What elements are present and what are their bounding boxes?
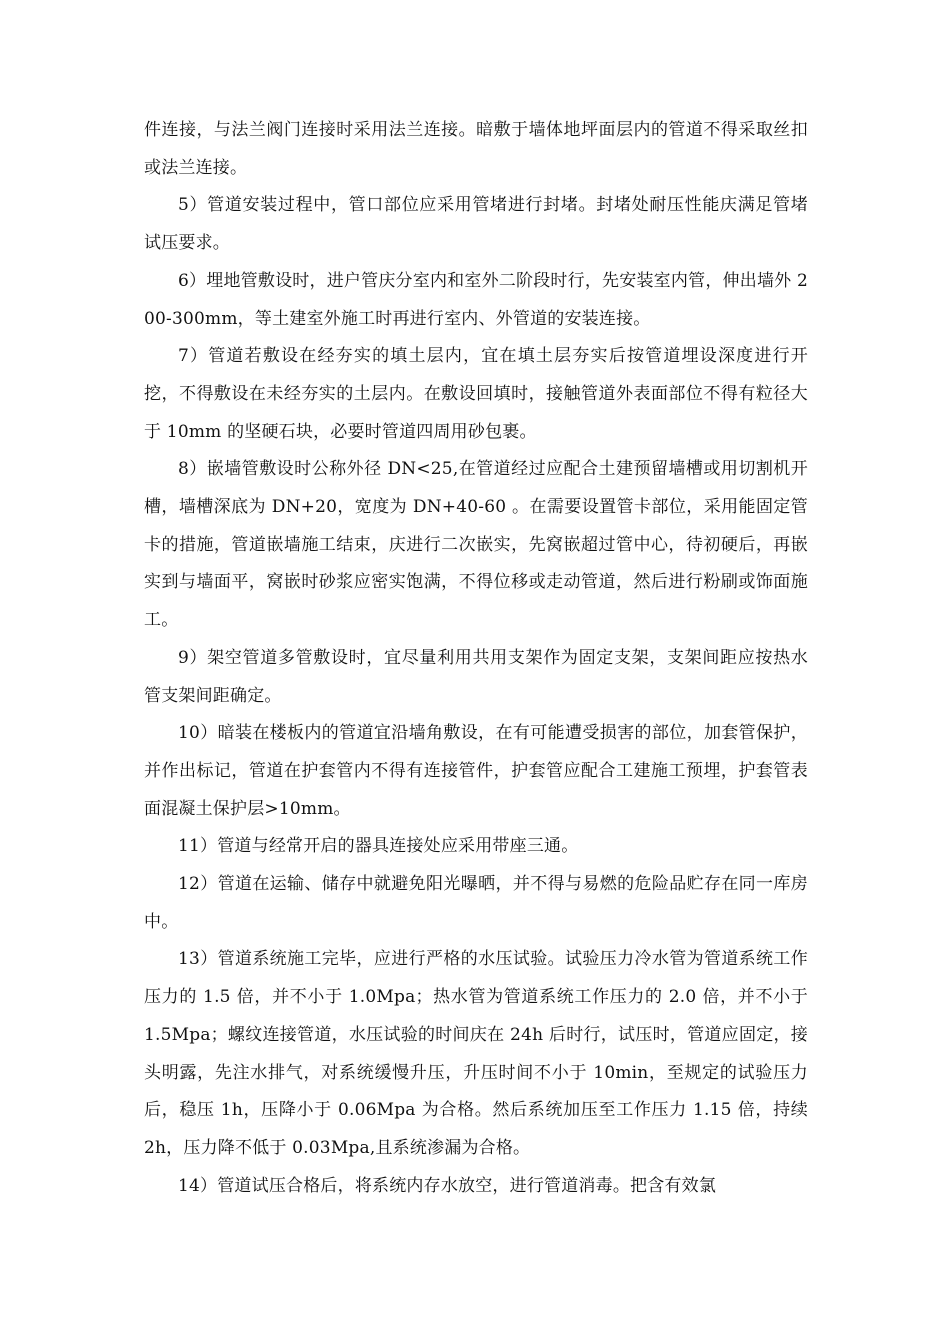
paragraph-item-11: 11）管道与经常开启的器具连接处应采用带座三通。 xyxy=(178,836,579,857)
paragraph-item-8: 8）嵌墙管敷设时公称外径 DN<25,在管道经过应配合土建预留墙槽或用切割机开槽，墙槽深底为 DN+20，宽度为 DN+40-60 。在需要设置管卡部位，采用能固定管卡的措施，管道嵌墙施工结束，庆进行二次嵌实，先窝嵌超过管中心，待初硬后，再嵌实到与墙面平，窝嵌时砂浆应密实饱满，不得位移或走动管道，然后进行粉刷或饰面施工。 xyxy=(144,459,808,631)
paragraph-item-10: 10）暗装在楼板内的管道宜沿墙角敷设，在有可能遭受损害的部位，加套管保护，并作出标记，管道在护套管内不得有连接管件，护套管应配合工建施工预埋，护套管表面混凝土保护层>10mm。 xyxy=(144,723,808,819)
paragraph-item-5: 5）管道安装过程中，管口部位应采用管堵进行封堵。封堵处耐压性能庆满足管堵试压要求。 xyxy=(144,195,808,254)
paragraph-item-13: 13）管道系统施工完毕，应进行严格的水压试验。试验压力冷水管为管道系统工作压力的 1.5 倍，并不小于 1.0Mpa；热水管为管道系统工作压力的 2.0 倍，并不小于 1.5Mpa；螺纹连接管道，水压试验的时间庆在 24h 后时行，试压时，管道应固定，接头明露，先注水排气，对系统缓慢升压，升压时间不小于 10min，至规定的试验压力后，稳压 1h，压降小于 0.06Mpa 为合格。然后系统加压至工作压力 1.15 倍，持续 2h，压力降不低于 0.03Mpa,且系统渗漏为合格。 xyxy=(144,949,808,1158)
document-body xyxy=(144,112,808,1205)
paragraph-item-6: 6）埋地管敷设时，进户管庆分室内和室外二阶段时行，先安装室内管，伸出墙外 200-300mm，等土建室外施工时再进行室内、外管道的安装连接。 xyxy=(144,270,808,329)
paragraph-item-14: 14）管道试压合格后，将系统内存水放空，进行管道消毒。把含有效氯 xyxy=(178,1175,717,1196)
paragraph-item-9: 9）架空管道多管敷设时，宜尽量利用共用支架作为固定支架，支架间距应按热水管支架间距确定。 xyxy=(144,647,808,706)
paragraph-continuation: 件连接，与法兰阀门连接时采用法兰连接。暗敷于墙体地坪面层内的管道不得采取丝扣或法兰连接。 xyxy=(144,120,808,178)
paragraph-item-7: 7）管道若敷设在经夯实的填土层内，宜在填土层夯实后按管道埋设深度进行开挖，不得敷设在未经夯实的土层内。在敷设回填时，接触管道外表面部位不得有粒径大于 10mm 的坚硬石块，必要时管道四周用砂包裹。 xyxy=(144,346,808,442)
paragraph-item-12: 12）管道在运输、储存中就避免阳光曝晒，并不得与易燃的危险品贮存在同一库房中。 xyxy=(144,874,808,932)
